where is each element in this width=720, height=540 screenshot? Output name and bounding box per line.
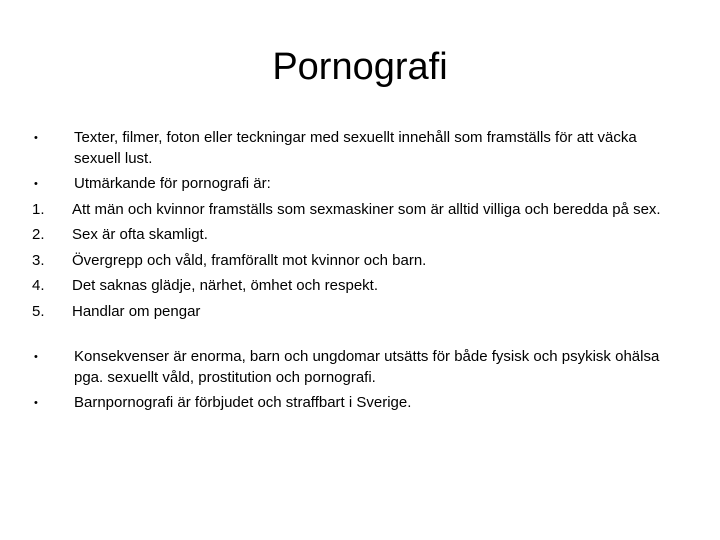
list-item-text: Att män och kvinnor framställs som sexmaskiner som är alltid villiga och beredda på sex. xyxy=(72,200,661,218)
list-item-text: Handlar om pengar xyxy=(72,302,201,320)
list-item xyxy=(32,393,672,414)
list-item-text: Texter, filmer, foton eller teckningar med sexuellt innehåll som framställs för att väcka sexuell lust. xyxy=(74,129,637,167)
list-item xyxy=(32,347,672,388)
numbered-item xyxy=(32,276,672,297)
list-item xyxy=(32,174,672,195)
number-marker: 1. xyxy=(32,200,45,218)
bullet-marker: • xyxy=(34,178,38,190)
list-item-text: Sex är ofta skamligt. xyxy=(72,226,208,243)
numbered-item xyxy=(32,302,672,323)
numbered-item xyxy=(32,200,672,221)
number-marker: 5. xyxy=(32,302,45,320)
list-item-text: Övergrepp och våld, framförallt mot kvinnor och barn. xyxy=(72,251,427,269)
section-spacer xyxy=(32,327,672,347)
list-item xyxy=(32,128,672,169)
bullet-marker: • xyxy=(34,397,38,409)
bullet-marker: • xyxy=(34,132,38,144)
list-item-text: Barnpornografi är förbjudet och straffbart i Sverige. xyxy=(74,394,412,411)
numbered-item xyxy=(32,251,672,272)
list-item-text: Utmärkande för pornografi är: xyxy=(74,175,271,192)
bullet-marker: • xyxy=(34,351,38,363)
number-marker: 2. xyxy=(32,226,45,243)
slide-body xyxy=(32,128,672,419)
number-marker: 4. xyxy=(32,277,45,294)
number-marker: 3. xyxy=(32,251,45,269)
slide-title: Pornografi xyxy=(272,46,448,88)
list-item-text: Det saknas glädje, närhet, ömhet och respekt. xyxy=(72,277,379,294)
list-item-text: Konsekvenser är enorma, barn och ungdomar utsätts för både fysisk och psykisk ohälsa pga. sexuellt våld, prostitution och pornografi. xyxy=(74,348,660,386)
numbered-item xyxy=(32,225,672,246)
